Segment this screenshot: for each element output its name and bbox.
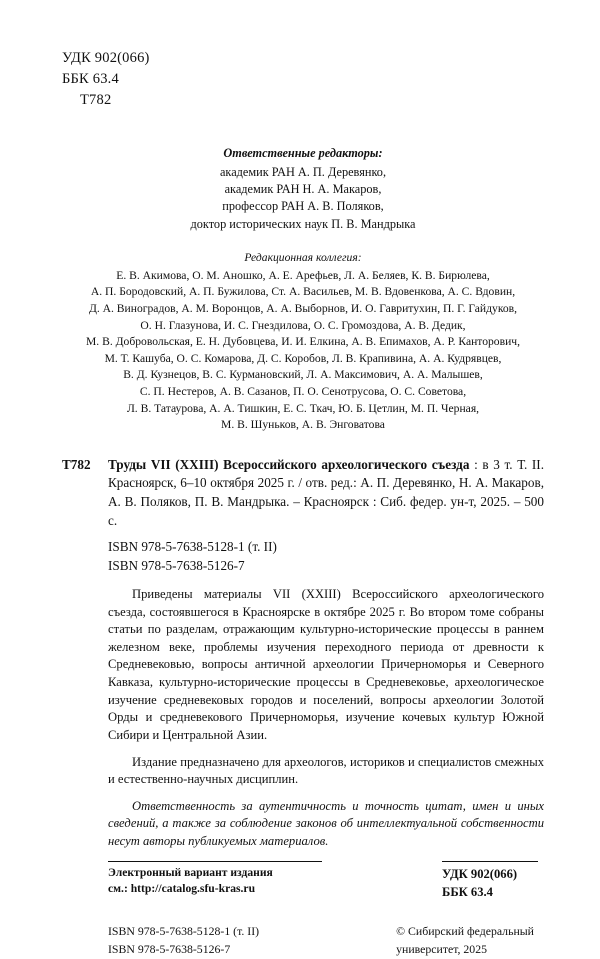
- copyright-line: © Сибирский федеральный: [396, 924, 534, 939]
- record-title: Труды VII (XXIII) Всероссийского археологического съезда: [108, 456, 470, 472]
- electronic-version-block: [62, 861, 544, 902]
- bbk-code: ББК 63.4: [62, 71, 119, 88]
- editorial-board-heading: Редакционная коллегия:: [244, 251, 362, 265]
- isbn-volume: ISBN 978-5-7638-5128-1 (т. II): [108, 538, 277, 554]
- bibliographic-record: [62, 456, 544, 531]
- editorial-board-line: С. П. Нестеров, А. В. Сазанов, П. О. Сенотрусова, О. С. Советова,: [139, 384, 467, 398]
- footer-isbn-volume: ISBN 978-5-7638-5128-1 (т. II): [108, 924, 260, 939]
- editorial-board-line: Е. В. Акимова, О. М. Аношко, А. Е. Арефьев, Л. А. Беляев, К. В. Бирюлева,: [116, 268, 490, 282]
- annotation-disclaimer: Ответственность за аутентичность и точность цитат, имен и иных сведений, а также за соблюдение законов об интеллектуальной собственности несут авторы публикуемых материалов.: [108, 798, 544, 849]
- responsible-editor-line: профессор РАН А. В. Поляков,: [222, 199, 384, 214]
- isbn-general: ISBN 978-5-7638-5126-7: [108, 557, 245, 573]
- editorial-board-line: О. Н. Глазунова, И. С. Гнездилова, О. С. Громоздова, А. В. Дедик,: [140, 318, 466, 332]
- editorial-board-line: Л. В. Татаурова, А. А. Тишкин, Е. С. Ткач, Ю. Б. Цетлин, М. П. Черная,: [126, 401, 480, 415]
- editorial-board: [62, 250, 544, 433]
- udk-code: УДК 902(066): [62, 50, 150, 66]
- divider-right: [442, 861, 538, 862]
- library-codes: [62, 48, 544, 111]
- bottom-library-codes: [442, 861, 544, 902]
- shelf-signature: Т782: [80, 92, 112, 109]
- editorial-board-line: В. Д. Кузнецов, В. С. Курмановский, Л. А. Максимович, А. А. Малышев,: [123, 368, 483, 382]
- electronic-version-link[interactable]: см.: http://catalog.sfu-kras.ru: [108, 881, 256, 895]
- editorial-board-line: М. В. Шуньков, А. В. Энговатова: [221, 418, 385, 432]
- editorial-board-line: М. Т. Кашуба, О. С. Комарова, Д. С. Коробов, Л. В. Крапивина, А. А. Кудрявцев,: [104, 351, 502, 365]
- footer-isbn-list: [108, 923, 259, 958]
- copyright-line: университет, 2025: [396, 941, 487, 956]
- responsible-editors: [62, 145, 544, 233]
- annotation-paragraph: Приведены материалы VII (XXIII) Всероссийского археологического съезда, состоявшегося в Красноярске в октябре 2025 г. Во втором томе собраны статьи по разделам, отражающим культурно-исторические процессы в раннем железном веке, проблемы изучения переходного периода от древности к Средневековью, вопросы античной археологии Причерноморья и Северного Кавказа, культурно-исторические процессы в Средневековье, археологическое изучение средневековых городов и поселений, вопросы археологии Золотой Орды и средневекового Причерноморья, изучение кочевых культур Южной Сибири и Центральной Азии.: [108, 586, 544, 742]
- record-description: : в 3 т. Т. II. Красноярск, 6–10 октября 2025 г. / отв. ред.: А. П. Деревянко, Н. А. Макаров, А. В. Поляков, П. В. Мандрыка. – Красноярск : Сиб. федер. ун-т, 2025. – 500 с.: [108, 456, 544, 528]
- record-body: [108, 456, 544, 531]
- annotation: [62, 586, 544, 851]
- copyright-notice: [396, 923, 544, 958]
- electronic-version-label: Электронный вариант издания: [108, 865, 273, 879]
- editorial-board-line: М. В. Добровольская, Е. Н. Дубовцева, И. И. Елкина, А. В. Епимахов, А. Р. Канторович,: [85, 335, 521, 349]
- page-footer: [62, 923, 544, 958]
- record-isbn-list: [62, 537, 544, 575]
- editorial-board-line: А. П. Бородовский, А. П. Бужилова, Ст. А. Васильев, М. В. Вдовенкова, А. С. Вдовин,: [90, 285, 516, 299]
- annotation-paragraph: Издание предназначено для археологов, историков и специалистов смежных и естественно-научных дисциплин.: [108, 754, 544, 787]
- divider-left: [108, 861, 322, 862]
- footer-isbn-general: ISBN 978-5-7638-5126-7: [108, 941, 231, 956]
- bbk-code-bottom: ББК 63.4: [442, 884, 493, 899]
- electronic-version-note: [108, 861, 322, 897]
- udk-code-bottom: УДК 902(066): [442, 866, 518, 881]
- responsible-editor-line: академик РАН Н. А. Макаров,: [224, 181, 382, 196]
- responsible-editors-heading: Ответственные редакторы:: [223, 146, 383, 161]
- responsible-editor-line: доктор исторических наук П. В. Мандрыка: [190, 216, 416, 231]
- record-signature: Т782: [62, 456, 91, 472]
- responsible-editor-line: академик РАН А. П. Деревянко,: [219, 164, 387, 179]
- editorial-board-line: Д. А. Виноградов, А. М. Воронцов, А. А. Выборнов, И. О. Гавритухин, П. Г. Гайдуков,: [88, 302, 518, 316]
